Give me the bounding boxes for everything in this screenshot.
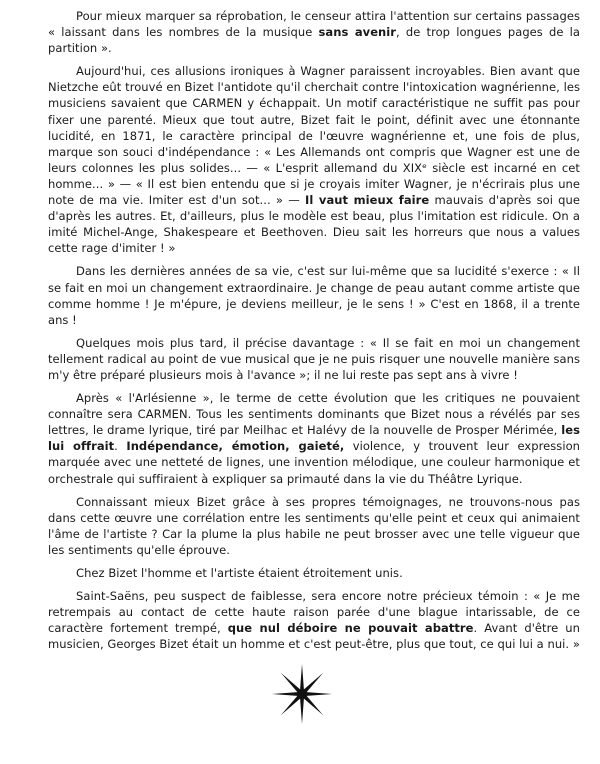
text-run: Connaissant mieux Bizet grâce à ses propres témoignages, ne trouvons-nous pas dans cette œuvre une corrélation entre les sentiments qu'elle peint et ceux qui animaient l'âme de l'artiste ? Car la plume la plus habile ne peut brosser avec une telle vigueur que les sentiments qu'elle éprouve. xyxy=(48,494,580,557)
text-run: . Avant d'être un musicien, Georges Bizet était un homme et c'est peut-être, plus que tout, ce qui lui a nui. » xyxy=(48,621,580,652)
text-run: Chez Bizet l'homme et l'artiste étaient étroitement unis. xyxy=(76,566,403,580)
text-run: Pour mieux marquer sa réprobation, le censeur attira l'attention sur certains passages « laissant dans les nombres de la musique xyxy=(48,9,580,40)
text-run: Après « l'Arlésienne », le terme de cette évolution que les critiques ne pouvaient connaître sera CARMEN. Tous les sentiments dominants que Bizet nous a révélés par ses lettres, le drame lyrique, tiré par Meilhac et Halévy de la nouvelle de Prosper Mérimée, xyxy=(48,391,580,438)
paragraph-wagner xyxy=(48,63,580,256)
paragraph-united xyxy=(48,565,580,581)
text-run: , de trop longues pages de la partition ». xyxy=(48,25,580,56)
paragraph-saint-saens xyxy=(48,588,580,652)
paragraph-testimony xyxy=(48,494,580,558)
text-run: Quelques mois plus tard, il précise davantage : « Il se fait en moi un changement tellement radical au point de vue musical que je ne puis risquer une nouvelle manière sans m'y être préparé plusieurs mois à l'avance »; il ne lui reste pas sept ans à vivre ! xyxy=(48,335,580,382)
text-run: mauvais d'après soi que d'après les autres. Et, d'ailleurs, plus le modèle est beau, plus l'imitation est ridicule. On a imité Michel-Ange, Shakespeare et Beethoven. Dieu sait les horreurs que nous a values cette rage d'imiter ! » xyxy=(48,193,580,256)
text-run: Saint-Saëns, peu suspect de faiblesse, sera encore notre précieux témoin : « Je me retrempais au contact de cette haute raison parée d'une blague intarissable, de ce caractère fortement trempé, xyxy=(48,589,580,636)
bold-text: les lui offrait xyxy=(48,423,580,454)
text-run: . xyxy=(114,439,127,454)
text-run: Aujourd'hui, ces allusions ironiques à Wagner paraissent incroyables. Bien avant que Nietzche eût trouvé en Bizet l'antidote qu'il cherchait contre l'intoxication wagnérienne, les musiciens savaient que CARMEN y échappait. Un motif caractéristique ne suffit pas pour fixer une parenté. Mieux que tout autre, Bizet fait le point, définit avec une étonnante lucidité, en 1871, le caractère principal de l'œuvre wagnérienne et, une fois de plus, marque son souci d'indépendance : « Les Allemands ont compris que Wagner est une de leurs colonnes les plus solides... — « L'esprit allemand du XIXᵉ siècle est incarné en cet homme... » — « Il est bien entendu que si je croyais imiter Wagner, je n'écrirais plus une note de ma vie. Imiter est d'un sot... » — xyxy=(48,64,580,208)
paragraph-censor xyxy=(48,8,580,56)
bold-text: Il vaut mieux faire xyxy=(305,193,430,208)
article-body xyxy=(48,8,580,659)
text-run: violence, y trouvent leur expression marquée avec une netteté de lignes, une invention mélodique, une couleur harmonique et orchestrale qui suffiraient à expliquer sa primauté dans la vie du Théâtre Lyrique. xyxy=(48,439,580,486)
bold-text: que nul déboire ne pouvait abattre xyxy=(227,621,474,636)
paragraph-carmen xyxy=(48,390,580,487)
text-run: Dans les dernières années de sa vie, c'est sur lui-même que sa lucidité s'exerce : « Il se fait en moi un changement extraordinaire. Je change de peau autant comme artiste que comme homme ! Je m'épure, je deviens meilleur, je le sens ! » C'est en 1868, il a trente ans ! xyxy=(48,264,580,327)
paragraph-change xyxy=(48,335,580,383)
eight-point-star-icon xyxy=(270,662,334,726)
paragraph-lucidity xyxy=(48,263,580,327)
bold-text: Indépendance, émotion, gaieté, xyxy=(126,439,345,454)
bold-text: sans avenir xyxy=(318,25,397,40)
